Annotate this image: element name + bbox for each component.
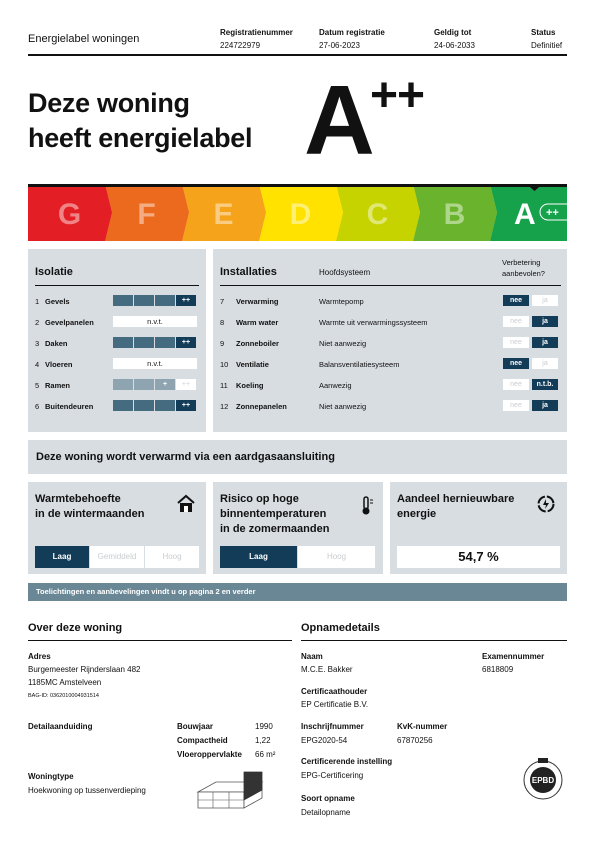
building-type-icon (198, 770, 266, 810)
installatie-row: 8 Warm water Warmte uit verwarmingssysteem nee ja (220, 316, 561, 328)
installatie-row: 10 Ventilatie Balansventilatiesysteem nee ja (220, 358, 561, 370)
naam: M.C.E. Bakker (301, 665, 353, 674)
status: Status Definitief (531, 28, 563, 50)
improve-yes: ja (532, 295, 558, 306)
divider (301, 640, 567, 641)
isolatie-row: 4 Vloeren n.v.t. (35, 358, 199, 370)
installatie-system: Warmte uit verwarmingssysteem (319, 318, 428, 327)
vloeroppervlakte: 66 m² (255, 750, 276, 759)
epbd-logo-text: EPBD (531, 776, 555, 785)
renewable-share: 54,7 % (397, 546, 560, 568)
soort-label: Soort opname (301, 794, 355, 803)
kpi-hernieuwbare-energie: Aandeel hernieuwbare energie (390, 482, 567, 574)
isolatie-level-segment (113, 295, 133, 306)
isolatie-level-segment: ++ (176, 379, 196, 390)
hoofdsysteem-label: Hoofdsysteem (319, 268, 371, 277)
label-plus: ++ (370, 69, 425, 122)
registration-number: Registratienummer 224722979 (220, 28, 293, 50)
inschr-label: Inschrijfnummer (301, 722, 364, 731)
energy-class-letter: G (57, 198, 82, 231)
improve-yes: ja (532, 316, 558, 327)
bouwjaar-label: Bouwjaar (177, 722, 214, 731)
isolatie-level-segment (155, 400, 175, 411)
divider (28, 640, 292, 641)
certificaathouder: EP Certificatie B.V. (301, 700, 369, 709)
label-plus-dim: ++ (568, 207, 581, 219)
heating-note: Deze woning wordt verwarmd via een aardgasaansluiting (28, 440, 567, 474)
energy-class-letter: D (289, 198, 312, 231)
adres-line2: 1185MC Amstelveen (28, 678, 102, 687)
installatie-system: Warmtepomp (319, 297, 364, 306)
isolatie-row: 3 Daken ++ (35, 337, 199, 349)
isolatie-row: 2 Gevelpanelen n.v.t. (35, 316, 199, 328)
page-title: Deze woning heeft energielabel (28, 88, 253, 153)
registration-date: Datum registratie 27-06-2023 (319, 28, 385, 50)
energy-scale-svg (28, 184, 581, 241)
isolatie-panel (28, 249, 206, 432)
isolatie-level-segment (134, 337, 154, 348)
isolatie-row: 1 Gevels ++ (35, 295, 199, 307)
renewable-icon (536, 494, 556, 514)
about-title: Over deze woning (28, 622, 123, 634)
thermometer-icon (356, 496, 376, 516)
isolatie-value: n.v.t. (113, 358, 197, 369)
adres-label: Adres (28, 652, 51, 661)
bouwjaar: 1990 (255, 722, 273, 731)
house-icon (176, 494, 196, 514)
energy-class-letter: E (213, 198, 234, 231)
improve-no: nee (503, 295, 529, 306)
certh-label: Certificaathouder (301, 687, 368, 696)
improve-no: nee (503, 337, 529, 348)
woningtype-label: Woningtype (28, 772, 74, 781)
installatie-row: 12 Zonnepanelen Niet aanwezig nee ja (220, 400, 561, 412)
kpi-warmtebehoefte: Warmtebehoefte in de wintermaanden (28, 482, 206, 574)
improve-no: nee (503, 379, 529, 390)
improvement-header: Verbetering aanbevolen? (502, 258, 545, 278)
exam-label: Examennummer (482, 652, 545, 661)
compactheid: 1,22 (255, 736, 271, 745)
kpi-risico-temperatuur: Risico op hoge binnentemperaturen in de zomermaanden (213, 482, 383, 574)
isolatie-level-segment (155, 295, 175, 306)
isolatie-level-segment: ++ (176, 337, 196, 348)
explanation-note: Toelichtingen en aanbevelingen vindt u op pagina 2 en verder (28, 583, 567, 601)
isolatie-value: n.v.t. (113, 316, 197, 327)
label-letter: A (304, 65, 373, 175)
isolatie-level-segment (155, 337, 175, 348)
compact-label: Compactheid (177, 736, 228, 745)
improve-yes: n.t.b. (532, 379, 558, 390)
risico-laag: Laag (220, 546, 297, 568)
label-plus-active: ++ (546, 207, 559, 219)
improve-yes: ja (532, 337, 558, 348)
energy-class-letter: B (443, 198, 466, 231)
valid-until: Geldig tot 24-06-2033 (434, 28, 475, 50)
installatie-row: 7 Verwarming Warmtepomp nee ja (220, 295, 561, 307)
inschrijfnummer: EPG2020-54 (301, 736, 348, 745)
improve-no: nee (503, 400, 529, 411)
isolatie-level-segment (134, 400, 154, 411)
isolatie-row: 5 Ramen + ++ (35, 379, 199, 391)
installatie-system: Balansventilatiesysteem (319, 360, 400, 369)
isolatie-level-segment (113, 379, 133, 390)
warmte-hoog: Hoog (145, 546, 199, 568)
isolatie-title: Isolatie (35, 266, 73, 278)
kvk-nummer: 67870256 (397, 736, 433, 745)
energy-scale-bar (28, 184, 581, 241)
energy-class-letter: A (514, 198, 536, 231)
improve-yes: ja (532, 358, 558, 369)
improve-no: nee (503, 358, 529, 369)
warmte-laag: Laag (35, 546, 89, 568)
epbd-logo (520, 756, 566, 802)
brand: Energielabel woningen (28, 33, 140, 45)
isolatie-row: 6 Buitendeuren ++ (35, 400, 199, 412)
divider (35, 285, 199, 286)
risico-hoog: Hoog (298, 546, 375, 568)
examennummer: 6818809 (482, 665, 514, 674)
woningtype: Hoekwoning op tussenverdieping (28, 786, 146, 795)
isolatie-level-segment: ++ (176, 400, 196, 411)
isolatie-level-segment: ++ (176, 295, 196, 306)
installatie-row: 11 Koeling Aanwezig nee n.t.b. (220, 379, 561, 391)
bag-id: BAG-ID: 0362010004931514 (28, 693, 99, 699)
isolatie-level-segment (134, 379, 154, 390)
soort-opname: Detailopname (301, 808, 351, 817)
kvk-label: KvK-nummer (397, 722, 448, 731)
installatie-system: Aanwezig (319, 381, 352, 390)
isolatie-level-segment: + (155, 379, 175, 390)
warmte-gemiddeld: Gemiddeld (90, 546, 144, 568)
installatie-system: Niet aanwezig (319, 339, 367, 348)
adres-line1: Burgemeester Rijnderslaan 482 (28, 665, 141, 674)
installatie-system: Niet aanwezig (319, 402, 367, 411)
certificerende-instelling: EPG-Certificering (301, 771, 364, 780)
energy-class-letter: C (366, 198, 389, 231)
improve-no: nee (503, 316, 529, 327)
divider (220, 285, 561, 286)
installaties-title: Installaties (220, 266, 277, 278)
document-header (28, 26, 567, 56)
isolatie-level-segment (134, 295, 154, 306)
improve-yes: ja (532, 400, 558, 411)
isolatie-level-segment (113, 337, 133, 348)
energy-class-letter: F (137, 198, 156, 231)
vloer-label: Vloeroppervlakte (177, 750, 242, 759)
cinst-label: Certificerende instelling (301, 757, 393, 766)
opname-title: Opnamedetails (301, 622, 380, 634)
naam-label: Naam (301, 652, 323, 661)
detail-label: Detailaanduiding (28, 722, 93, 731)
installatie-row: 9 Zonneboiler Niet aanwezig nee ja (220, 337, 561, 349)
energy-bar-top-line (28, 184, 567, 187)
isolatie-level-segment (113, 400, 133, 411)
installaties-panel (213, 249, 567, 432)
